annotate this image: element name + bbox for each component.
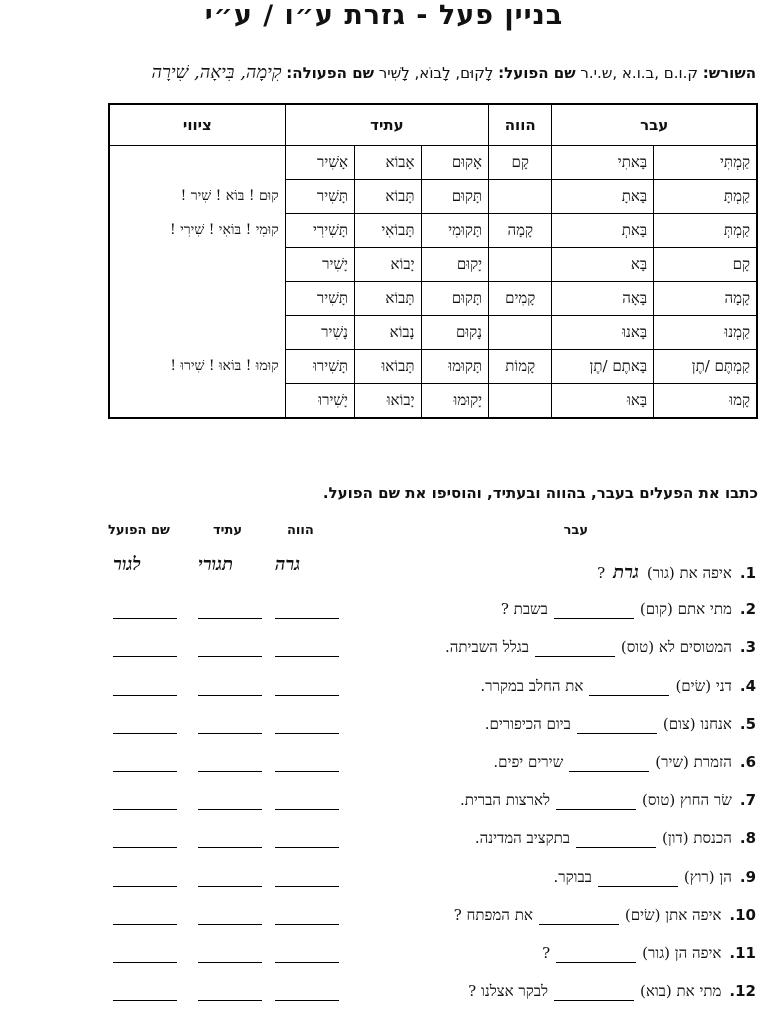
exercise-number: 4. bbox=[739, 676, 756, 695]
present-answer-blank[interactable] bbox=[275, 809, 339, 810]
past-cell: בָּאָה bbox=[552, 282, 654, 316]
future-cell: תָּבוֹא bbox=[354, 180, 421, 214]
exercise-sentence bbox=[468, 982, 756, 1001]
exercise-number: 7. bbox=[739, 791, 756, 810]
future-answer-blank[interactable] bbox=[198, 733, 262, 734]
past-cell: בָּאתָ bbox=[552, 180, 654, 214]
infinitive-answer-blank[interactable] bbox=[113, 618, 177, 619]
past-answer-blank[interactable] bbox=[576, 833, 656, 848]
future-answer-blank[interactable] bbox=[198, 618, 262, 619]
present-cell bbox=[489, 248, 552, 282]
past-cell: קַמְתֶּם /תֶן bbox=[654, 350, 757, 384]
future-cell: אָבוֹא bbox=[354, 146, 421, 180]
past-answer-blank[interactable] bbox=[539, 910, 619, 925]
exercise-row bbox=[0, 632, 768, 666]
exercise-text-before: דני (שׂים) bbox=[675, 676, 732, 695]
header-past: עבר bbox=[552, 104, 757, 146]
past-answer-blank[interactable] bbox=[589, 681, 669, 696]
header-imperative: ציווי bbox=[109, 104, 285, 146]
col-header-past: עבר bbox=[563, 523, 588, 538]
past-cell: בָּא bbox=[552, 248, 654, 282]
table-row bbox=[109, 316, 757, 350]
exercise-text-before: שׂר החוץ (טוס) bbox=[642, 791, 732, 810]
exercise-row bbox=[0, 747, 768, 781]
future-answer-blank[interactable] bbox=[198, 695, 262, 696]
exercise-text-after: בגלל השביתה. bbox=[444, 638, 529, 657]
exercise-sentence bbox=[542, 944, 756, 963]
infinitive-answer-blank[interactable]: לגור bbox=[113, 554, 141, 575]
infinitive-answer-blank[interactable] bbox=[113, 656, 177, 657]
imperative-cell: קוּם ! בּוֹא ! שִׁיר ! bbox=[109, 180, 285, 214]
exercise-row bbox=[0, 594, 768, 628]
future-cell: תָּשִׁירוּ bbox=[285, 350, 354, 384]
infinitive-answer-blank[interactable] bbox=[113, 962, 177, 963]
future-cell: יָקוּם bbox=[421, 248, 489, 282]
exercise-text-before: איפה את (גור) bbox=[646, 564, 732, 582]
exercise-text-after: ? bbox=[597, 564, 606, 582]
present-answer-blank[interactable] bbox=[275, 1000, 339, 1001]
past-answer-blank[interactable] bbox=[577, 719, 657, 734]
infinitive-answer-blank[interactable] bbox=[113, 1000, 177, 1001]
future-cell: תָּקוּם bbox=[421, 180, 489, 214]
exercise-text-before: אנחנו (צום) bbox=[662, 714, 732, 733]
exercise-number: 11. bbox=[729, 944, 756, 962]
exercise-sentence bbox=[493, 753, 756, 772]
exercise-text-before: איפה הן (גור) bbox=[642, 944, 722, 962]
past-cell: קַמְתִּי bbox=[654, 146, 757, 180]
exercise-number: 2. bbox=[739, 600, 756, 619]
exercise-row bbox=[0, 938, 768, 972]
future-cell: נָשִׁיר bbox=[285, 316, 354, 350]
exercise-text-after: את החלב במקרר. bbox=[480, 676, 584, 695]
present-answer-blank[interactable] bbox=[275, 847, 339, 848]
future-cell: תָּקוּמִי bbox=[421, 214, 489, 248]
exercise-number: 6. bbox=[739, 753, 756, 771]
exercise-row bbox=[0, 785, 768, 819]
exercise-text-after: ? bbox=[542, 944, 551, 962]
past-cell: בָּאתְ bbox=[552, 214, 654, 248]
exercise-row bbox=[0, 709, 768, 743]
exercise-text-before: מתי את (בוא) bbox=[639, 982, 722, 1001]
exercise-sentence bbox=[445, 638, 756, 657]
roots-line bbox=[151, 62, 756, 83]
past-cell: בָּאתִי bbox=[552, 146, 654, 180]
exercise-number: 10. bbox=[729, 905, 756, 924]
col-header-infinitive: שם הפועל bbox=[108, 523, 170, 538]
page-title: בניין פעל - גזרת ע״ו / ע״י bbox=[204, 0, 564, 31]
exercise-number: 8. bbox=[739, 829, 756, 848]
table-row bbox=[109, 146, 757, 180]
future-cell: יָבוֹא bbox=[354, 248, 421, 282]
imperative-cell bbox=[109, 282, 285, 316]
imperative-cell bbox=[109, 384, 285, 419]
infinitives-value: לָקוּם, לָבוֹא, לָשִׁיר bbox=[378, 64, 494, 82]
infinitive-answer-blank[interactable] bbox=[113, 809, 177, 810]
imperative-cell bbox=[109, 146, 285, 180]
present-answer-blank[interactable] bbox=[275, 886, 339, 887]
table-row bbox=[109, 384, 757, 419]
future-cell: נָבוֹא bbox=[354, 316, 421, 350]
exercise-sentence bbox=[501, 600, 756, 619]
imperative-cell bbox=[109, 248, 285, 282]
present-answer-blank[interactable] bbox=[275, 733, 339, 734]
future-cell: תָּבוֹאִי bbox=[354, 214, 421, 248]
exercise-number: 12. bbox=[729, 982, 756, 1001]
past-cell: קָמָה bbox=[654, 282, 757, 316]
exercise-row bbox=[0, 671, 768, 705]
infinitive-answer-blank[interactable] bbox=[113, 733, 177, 734]
future-cell: תָּשִׁיר bbox=[285, 282, 354, 316]
instructions: כתבו את הפעלים בעבר, בהווה ובעתיד, והוסיפו את שם הפועל. bbox=[322, 484, 758, 502]
exercise-text-after: בתקציב המדינה. bbox=[474, 829, 570, 848]
exercise-text-after: שירים יפים. bbox=[493, 753, 564, 771]
exercise-sentence bbox=[460, 791, 756, 810]
exercise-text-before: המטוסים לא (טוס) bbox=[620, 638, 732, 657]
past-cell: קָמוּ bbox=[654, 384, 757, 419]
roots-value: ק.ו.ם ,ב.ו.א ,ש.י.ר bbox=[580, 64, 698, 82]
exercise-text-before: הן (רוץ) bbox=[683, 867, 732, 886]
header-future: עתיד bbox=[285, 104, 488, 146]
exercise-sentence bbox=[597, 562, 756, 583]
present-cell: קָמוֹת bbox=[489, 350, 552, 384]
past-cell: קַמְתָּ bbox=[654, 180, 757, 214]
exercise-text-after: ביום הכיפורים. bbox=[484, 714, 571, 733]
future-cell: תָּבוֹא bbox=[354, 282, 421, 316]
exercise-number: 5. bbox=[739, 714, 756, 733]
exercise-text-before: הכנסת (דון) bbox=[661, 829, 732, 848]
present-cell bbox=[489, 180, 552, 214]
exercise-sentence bbox=[475, 829, 756, 848]
past-cell: קָם bbox=[654, 248, 757, 282]
future-cell: יָבוֹאוּ bbox=[354, 384, 421, 419]
exercise-sentence bbox=[454, 906, 756, 925]
exercise-text-after: בבוקר. bbox=[553, 867, 592, 886]
table-row bbox=[109, 214, 757, 248]
future-answer-blank[interactable]: תגורי bbox=[198, 554, 234, 575]
conjugation-table bbox=[108, 103, 758, 419]
present-answer-blank[interactable] bbox=[275, 656, 339, 657]
future-cell: תָּקוּם bbox=[421, 282, 489, 316]
infinitive-answer-blank[interactable] bbox=[113, 924, 177, 925]
infinitive-label: שם הפועל: bbox=[498, 64, 576, 82]
table-row bbox=[109, 350, 757, 384]
noun-label: שם הפעולה: bbox=[286, 64, 375, 82]
exercise-text-after: לארצות הברית. bbox=[459, 791, 551, 810]
future-answer-blank[interactable] bbox=[198, 656, 262, 657]
future-cell: אָשִׁיר bbox=[285, 146, 354, 180]
past-cell: בָּאנוּ bbox=[552, 316, 654, 350]
exercise-text-after: לבקר אצלנו ? bbox=[468, 982, 548, 1001]
future-cell: נָקוּם bbox=[421, 316, 489, 350]
present-cell: קָם bbox=[489, 146, 552, 180]
past-answer-blank[interactable] bbox=[556, 795, 636, 810]
exercise-text-before: איפה אתן (שׂים) bbox=[624, 905, 722, 924]
present-cell bbox=[489, 316, 552, 350]
past-answer-blank[interactable] bbox=[535, 642, 615, 657]
exercise-row bbox=[0, 862, 768, 896]
future-answer-blank[interactable] bbox=[198, 1000, 262, 1001]
past-answer-blank[interactable] bbox=[554, 986, 634, 1001]
infinitive-answer-blank[interactable] bbox=[113, 771, 177, 772]
future-cell: יָשִׁירוּ bbox=[285, 384, 354, 419]
future-cell: יָקוּמוּ bbox=[421, 384, 489, 419]
future-cell: יָשִׁיר bbox=[285, 248, 354, 282]
present-cell bbox=[489, 384, 552, 419]
past-answer-blank[interactable]: גרת bbox=[613, 562, 639, 583]
imperative-cell bbox=[109, 316, 285, 350]
exercise-text-after: בשבת ? bbox=[500, 600, 548, 619]
imperative-cell: קוּמוּ ! בּוֹאוּ ! שִׁירוּ ! bbox=[109, 350, 285, 384]
future-cell: אָקוּם bbox=[421, 146, 489, 180]
past-cell: בָּאתֶם /תֶן bbox=[552, 350, 654, 384]
infinitive-answer-blank[interactable] bbox=[113, 695, 177, 696]
exercise-text-after: את המפתח ? bbox=[453, 905, 533, 924]
past-answer-blank[interactable] bbox=[556, 948, 636, 963]
future-answer-blank[interactable] bbox=[198, 962, 262, 963]
exercise-row bbox=[0, 900, 768, 934]
present-cell: קָמָה bbox=[489, 214, 552, 248]
future-answer-blank[interactable] bbox=[198, 886, 262, 887]
present-answer-blank[interactable] bbox=[275, 771, 339, 772]
future-answer-blank[interactable] bbox=[198, 924, 262, 925]
table-row bbox=[109, 282, 757, 316]
past-answer-blank[interactable] bbox=[569, 757, 649, 772]
roots-label: השורש: bbox=[702, 64, 756, 82]
exercise-number: 3. bbox=[739, 638, 756, 657]
col-header-present: הווה bbox=[287, 523, 314, 538]
exercise-text-before: הזמרת (שיר) bbox=[655, 753, 732, 771]
present-answer-blank[interactable] bbox=[275, 924, 339, 925]
past-answer-blank[interactable] bbox=[598, 872, 678, 887]
exercise-sentence bbox=[553, 868, 756, 887]
exercise-number: 1. bbox=[739, 564, 756, 582]
future-answer-blank[interactable] bbox=[198, 771, 262, 772]
col-header-future: עתיד bbox=[213, 523, 243, 538]
present-answer-blank[interactable] bbox=[275, 695, 339, 696]
past-cell: קַמְתְּ bbox=[654, 214, 757, 248]
infinitive-answer-blank[interactable] bbox=[113, 847, 177, 848]
exercise-sentence bbox=[485, 715, 756, 734]
present-answer-blank[interactable] bbox=[275, 962, 339, 963]
past-answer-blank[interactable] bbox=[554, 604, 634, 619]
table-header-row bbox=[109, 104, 757, 146]
past-cell: בָּאוּ bbox=[552, 384, 654, 419]
table-row bbox=[109, 180, 757, 214]
exercise-row bbox=[0, 556, 768, 590]
future-cell: תָּבוֹאוּ bbox=[354, 350, 421, 384]
future-cell: תָּשִׁירִי bbox=[285, 214, 354, 248]
table-row bbox=[109, 248, 757, 282]
infinitive-answer-blank[interactable] bbox=[113, 886, 177, 887]
future-cell: תָּקוּמוּ bbox=[421, 350, 489, 384]
exercise-number: 9. bbox=[739, 867, 756, 886]
exercise-row bbox=[0, 976, 768, 1010]
imperative-cell: קוּמִי ! בּוֹאִי ! שִׁירִי ! bbox=[109, 214, 285, 248]
future-cell: תָּשִׁיר bbox=[285, 180, 354, 214]
present-cell: קָמִים bbox=[489, 282, 552, 316]
present-answer-blank[interactable] bbox=[275, 618, 339, 619]
present-answer-blank[interactable]: גרה bbox=[275, 554, 301, 575]
header-present: הווה bbox=[489, 104, 552, 146]
exercise-text-before: מתי אתם (קום) bbox=[639, 600, 732, 619]
future-answer-blank[interactable] bbox=[198, 847, 262, 848]
exercise-sentence bbox=[480, 677, 756, 696]
past-cell: קַמְנוּ bbox=[654, 316, 757, 350]
future-answer-blank[interactable] bbox=[198, 809, 262, 810]
nouns-value: קִימָה, בִּיאָה, שִׁירָה bbox=[151, 62, 282, 83]
exercise-row bbox=[0, 823, 768, 857]
